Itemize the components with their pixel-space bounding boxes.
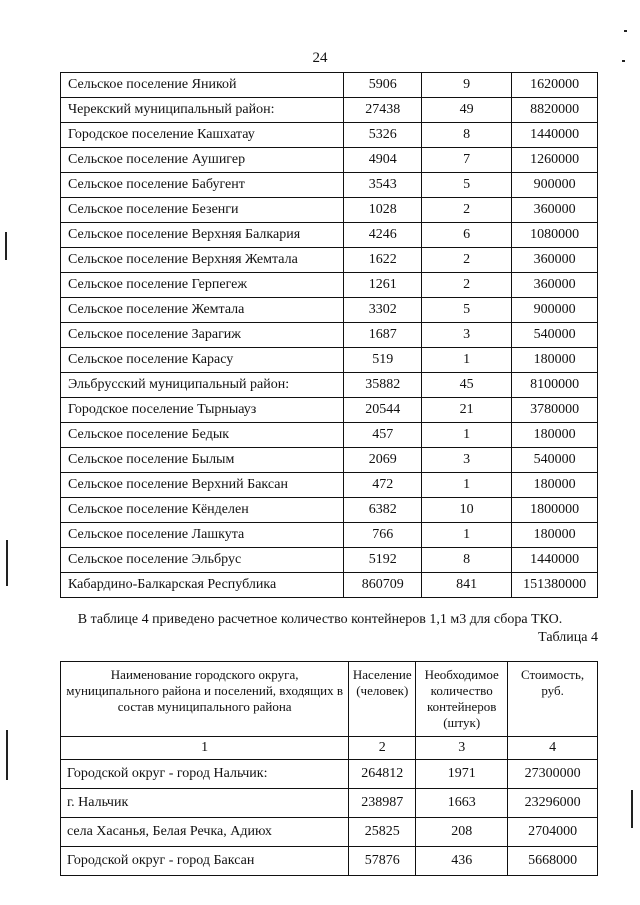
cell-name: Городское поселение Тырныауз xyxy=(61,398,344,423)
cell-name: Сельское поселение Верхняя Балкария xyxy=(61,223,344,248)
table-row xyxy=(61,298,598,323)
cell-cost: 360000 xyxy=(512,198,598,223)
cell-cost: 3780000 xyxy=(512,398,598,423)
cell-cost: 360000 xyxy=(512,248,598,273)
table-row xyxy=(61,223,598,248)
cell-name: Сельское поселение Безенги xyxy=(61,198,344,223)
cell-population: 1622 xyxy=(344,248,422,273)
cell-population: 3543 xyxy=(344,173,422,198)
table-row xyxy=(61,273,598,298)
cell-cost: 27300000 xyxy=(508,760,598,789)
table-row xyxy=(61,423,598,448)
cell-population: 264812 xyxy=(349,760,416,789)
table-row xyxy=(61,523,598,548)
cell-name: Сельское поселение Карасу xyxy=(61,348,344,373)
scan-margin-mark xyxy=(622,60,625,62)
cell-population: 25825 xyxy=(349,818,416,847)
cell-containers: 45 xyxy=(422,373,512,398)
cell-population: 27438 xyxy=(344,98,422,123)
cell-containers: 21 xyxy=(422,398,512,423)
cell-containers: 208 xyxy=(416,818,508,847)
column-index: 3 xyxy=(416,737,508,760)
cell-cost: 900000 xyxy=(512,298,598,323)
cell-name: Сельское поселение Эльбрус xyxy=(61,548,344,573)
header-containers: Необходимое количество контейнеров (штук) xyxy=(416,662,508,737)
table-row xyxy=(61,198,598,223)
cell-population: 6382 xyxy=(344,498,422,523)
cell-population: 457 xyxy=(344,423,422,448)
cell-name: Городской округ - город Нальчик: xyxy=(61,760,349,789)
cell-containers: 3 xyxy=(422,323,512,348)
cell-population: 238987 xyxy=(349,789,416,818)
cell-containers: 1 xyxy=(422,423,512,448)
cell-cost: 8820000 xyxy=(512,98,598,123)
column-index-row xyxy=(61,737,598,760)
cell-cost: 900000 xyxy=(512,173,598,198)
scan-margin-mark xyxy=(6,730,8,780)
population-table-continued xyxy=(60,72,598,598)
cell-cost: 540000 xyxy=(512,323,598,348)
cell-population: 519 xyxy=(344,348,422,373)
cell-population: 5906 xyxy=(344,73,422,98)
cell-population: 2069 xyxy=(344,448,422,473)
cell-name: Сельское поселение Аушигер xyxy=(61,148,344,173)
cell-containers: 3 xyxy=(422,448,512,473)
cell-population: 57876 xyxy=(349,847,416,876)
cell-population: 20544 xyxy=(344,398,422,423)
table-row xyxy=(61,818,598,847)
cell-containers: 7 xyxy=(422,148,512,173)
cell-cost: 1440000 xyxy=(512,548,598,573)
header-cost: Стоимость, руб. xyxy=(508,662,598,737)
table-row xyxy=(61,373,598,398)
table-row xyxy=(61,573,598,598)
cell-containers: 1 xyxy=(422,473,512,498)
cell-containers: 1663 xyxy=(416,789,508,818)
cell-name: Сельское поселение Былым xyxy=(61,448,344,473)
cell-containers: 9 xyxy=(422,73,512,98)
scan-margin-mark xyxy=(624,30,627,32)
cell-population: 4246 xyxy=(344,223,422,248)
cell-cost: 8100000 xyxy=(512,373,598,398)
cell-containers: 2 xyxy=(422,248,512,273)
table-intro-text: В таблице 4 приведено расчетное количество контейнеров 1,1 м3 для сбора ТКО. xyxy=(77,612,563,627)
cell-name: Кабардино-Балкарская Республика xyxy=(61,573,344,598)
cell-population: 1261 xyxy=(344,273,422,298)
cell-cost: 360000 xyxy=(512,273,598,298)
cell-cost: 180000 xyxy=(512,348,598,373)
cell-containers: 10 xyxy=(422,498,512,523)
cell-population: 1687 xyxy=(344,323,422,348)
cell-cost: 5668000 xyxy=(508,847,598,876)
cell-name: Эльбрусский муниципальный район: xyxy=(61,373,344,398)
table-row xyxy=(61,760,598,789)
table-row xyxy=(61,148,598,173)
cell-cost: 1800000 xyxy=(512,498,598,523)
table-row xyxy=(61,348,598,373)
cell-name: Сельское поселение Яникой xyxy=(61,73,344,98)
cell-name: Городской округ - город Баксан xyxy=(61,847,349,876)
table-row xyxy=(61,448,598,473)
cell-name: Сельское поселение Бабугент xyxy=(61,173,344,198)
table-row xyxy=(61,98,598,123)
scan-margin-mark xyxy=(5,232,7,260)
cell-name: Сельское поселение Жемтала xyxy=(61,298,344,323)
cell-containers: 8 xyxy=(422,123,512,148)
table-row xyxy=(61,73,598,98)
table-row xyxy=(61,123,598,148)
cell-population: 5192 xyxy=(344,548,422,573)
table-row xyxy=(61,248,598,273)
cell-name: г. Нальчик xyxy=(61,789,349,818)
cell-cost: 180000 xyxy=(512,473,598,498)
cell-population: 1028 xyxy=(344,198,422,223)
table-row xyxy=(61,847,598,876)
cell-containers: 436 xyxy=(416,847,508,876)
cell-name: Сельское поселение Бедык xyxy=(61,423,344,448)
table-row xyxy=(61,473,598,498)
table-row xyxy=(61,173,598,198)
cell-name: села Хасанья, Белая Речка, Адиюх xyxy=(61,818,349,847)
column-index: 2 xyxy=(349,737,416,760)
cell-name: Сельское поселение Верхняя Жемтала xyxy=(61,248,344,273)
cell-cost: 540000 xyxy=(512,448,598,473)
cell-containers: 5 xyxy=(422,298,512,323)
containers-table xyxy=(60,661,598,876)
cell-cost: 2704000 xyxy=(508,818,598,847)
header-population: Население (человек) xyxy=(349,662,416,737)
cell-population: 35882 xyxy=(344,373,422,398)
cell-name: Сельское поселение Верхний Баксан xyxy=(61,473,344,498)
column-index: 4 xyxy=(508,737,598,760)
cell-population: 3302 xyxy=(344,298,422,323)
cell-cost: 180000 xyxy=(512,523,598,548)
cell-cost: 1440000 xyxy=(512,123,598,148)
cell-population: 860709 xyxy=(344,573,422,598)
cell-population: 5326 xyxy=(344,123,422,148)
table-row xyxy=(61,789,598,818)
cell-containers: 1971 xyxy=(416,760,508,789)
scan-margin-mark xyxy=(6,540,8,586)
cell-cost: 23296000 xyxy=(508,789,598,818)
table-row xyxy=(61,323,598,348)
cell-containers: 2 xyxy=(422,273,512,298)
table-row xyxy=(61,498,598,523)
scan-margin-mark xyxy=(631,790,633,828)
table-row xyxy=(61,398,598,423)
table-row xyxy=(61,548,598,573)
cell-name: Черекский муниципальный район: xyxy=(61,98,344,123)
cell-containers: 49 xyxy=(422,98,512,123)
cell-containers: 841 xyxy=(422,573,512,598)
cell-containers: 5 xyxy=(422,173,512,198)
cell-population: 4904 xyxy=(344,148,422,173)
cell-containers: 1 xyxy=(422,348,512,373)
cell-containers: 2 xyxy=(422,198,512,223)
cell-name: Сельское поселение Зарагиж xyxy=(61,323,344,348)
cell-name: Городское поселение Кашхатау xyxy=(61,123,344,148)
cell-name: Сельское поселение Герпегеж xyxy=(61,273,344,298)
cell-population: 766 xyxy=(344,523,422,548)
table-header-row xyxy=(61,662,598,737)
page-number: 24 xyxy=(312,50,328,66)
cell-population: 472 xyxy=(344,473,422,498)
cell-containers: 8 xyxy=(422,548,512,573)
cell-name: Сельское поселение Кёнделен xyxy=(61,498,344,523)
cell-cost: 1080000 xyxy=(512,223,598,248)
cell-cost: 1260000 xyxy=(512,148,598,173)
header-name: Наименование городского округа, муниципального района и поселений, входящих в состав муниципального района xyxy=(61,662,349,737)
cell-cost: 151380000 xyxy=(512,573,598,598)
cell-name: Сельское поселение Лашкута xyxy=(61,523,344,548)
cell-cost: 180000 xyxy=(512,423,598,448)
column-index: 1 xyxy=(61,737,349,760)
cell-cost: 1620000 xyxy=(512,73,598,98)
cell-containers: 6 xyxy=(422,223,512,248)
cell-containers: 1 xyxy=(422,523,512,548)
table-label: Таблица 4 xyxy=(538,630,598,645)
